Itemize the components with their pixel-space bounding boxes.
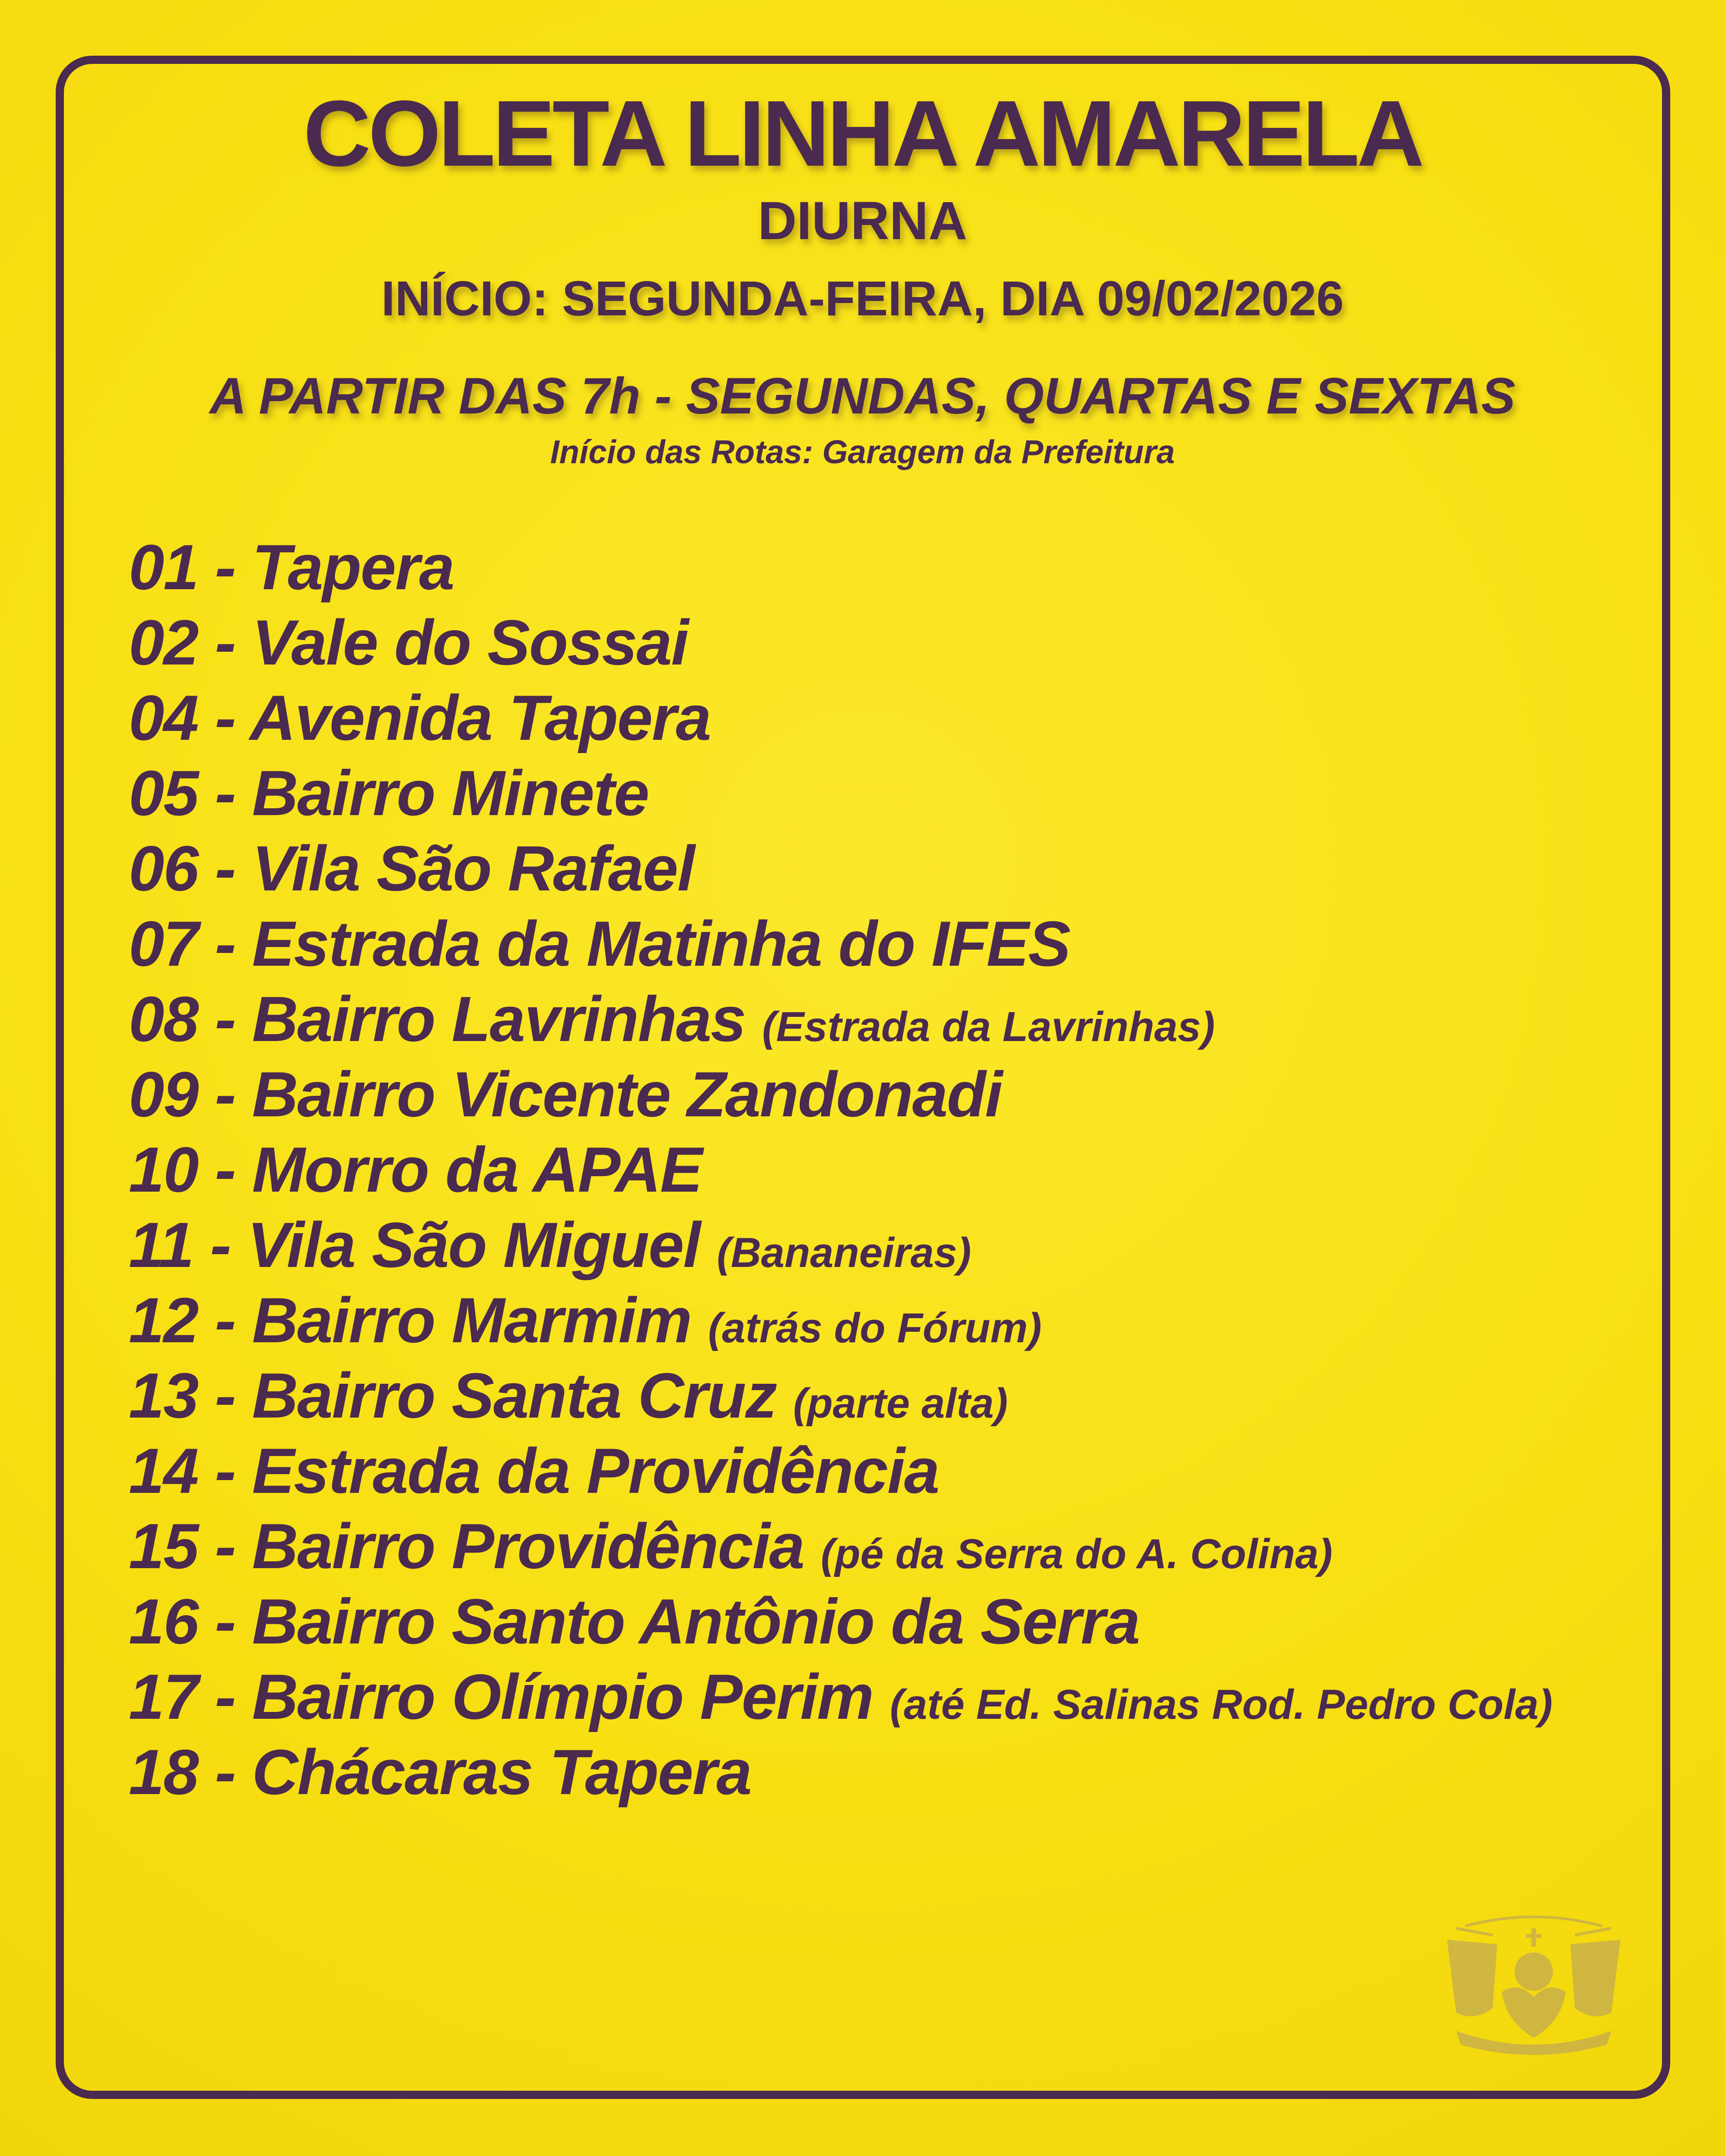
route-note: (Bananeiras) [717, 1230, 971, 1276]
route-label: 15 - Bairro Providência [129, 1510, 804, 1582]
page-title: COLETA LINHA AMARELA [303, 81, 1422, 186]
route-label: 07 - Estrada da Matinha do IFES [129, 908, 1070, 979]
route-item [129, 1659, 1635, 1734]
route-item [129, 831, 1635, 906]
route-item [129, 1057, 1635, 1132]
route-item [129, 1358, 1635, 1433]
route-item [129, 1433, 1635, 1508]
start-date: INÍCIO: SEGUNDA-FEIRA, DIA 09/02/2026 [381, 271, 1344, 326]
route-item [129, 1282, 1635, 1358]
route-note: (pé da Serra do A. Colina) [820, 1531, 1333, 1577]
route-item [129, 755, 1635, 831]
route-note: (até Ed. Salinas Rod. Pedro Cola) [890, 1681, 1553, 1728]
route-label: 17 - Bairro Olímpio Perim [129, 1661, 873, 1732]
route-item [129, 906, 1635, 981]
route-item [129, 981, 1635, 1057]
route-item [129, 1508, 1635, 1584]
route-label: 16 - Bairro Santo Antônio da Serra [129, 1586, 1139, 1657]
page-subtitle: DIURNA [758, 191, 967, 251]
route-label: 02 - Vale do Sossai [129, 607, 688, 678]
route-label: 18 - Chácaras Tapera [129, 1736, 751, 1808]
route-label: 05 - Bairro Minete [129, 757, 649, 829]
route-item [129, 680, 1635, 755]
route-label: 09 - Bairro Vicente Zandonadi [129, 1058, 1002, 1130]
route-note: (Estrada da Lavrinhas) [762, 1004, 1215, 1050]
route-item [129, 529, 1635, 605]
schedule-line: A PARTIR DAS 7h - SEGUNDAS, QUARTAS E SEXTAS [210, 367, 1515, 424]
route-label: 13 - Bairro Santa Cruz [129, 1360, 776, 1431]
municipal-coat-of-arms-icon [1438, 1908, 1630, 2063]
route-item [129, 605, 1635, 680]
route-item [129, 1584, 1635, 1659]
route-label: 08 - Bairro Lavrinhas [129, 983, 745, 1055]
route-item [129, 1132, 1635, 1207]
route-label: 12 - Bairro Marmim [129, 1284, 692, 1356]
route-label: 14 - Estrada da Providência [129, 1435, 939, 1507]
route-label: 04 - Avenida Tapera [129, 682, 711, 754]
route-label: 01 - Tapera [129, 531, 454, 603]
route-item [129, 1207, 1635, 1282]
route-list [129, 529, 1635, 1810]
route-label: 06 - Vila São Rafael [129, 832, 694, 904]
route-label: 11 - Vila São Miguel [129, 1209, 700, 1281]
route-note: (parte alta) [793, 1380, 1008, 1427]
route-note: (atrás do Fórum) [708, 1305, 1042, 1351]
route-item [129, 1734, 1635, 1810]
route-origin: Início das Rotas: Garagem da Prefeitura [550, 434, 1175, 471]
route-label: 10 - Morro da APAE [129, 1134, 702, 1205]
